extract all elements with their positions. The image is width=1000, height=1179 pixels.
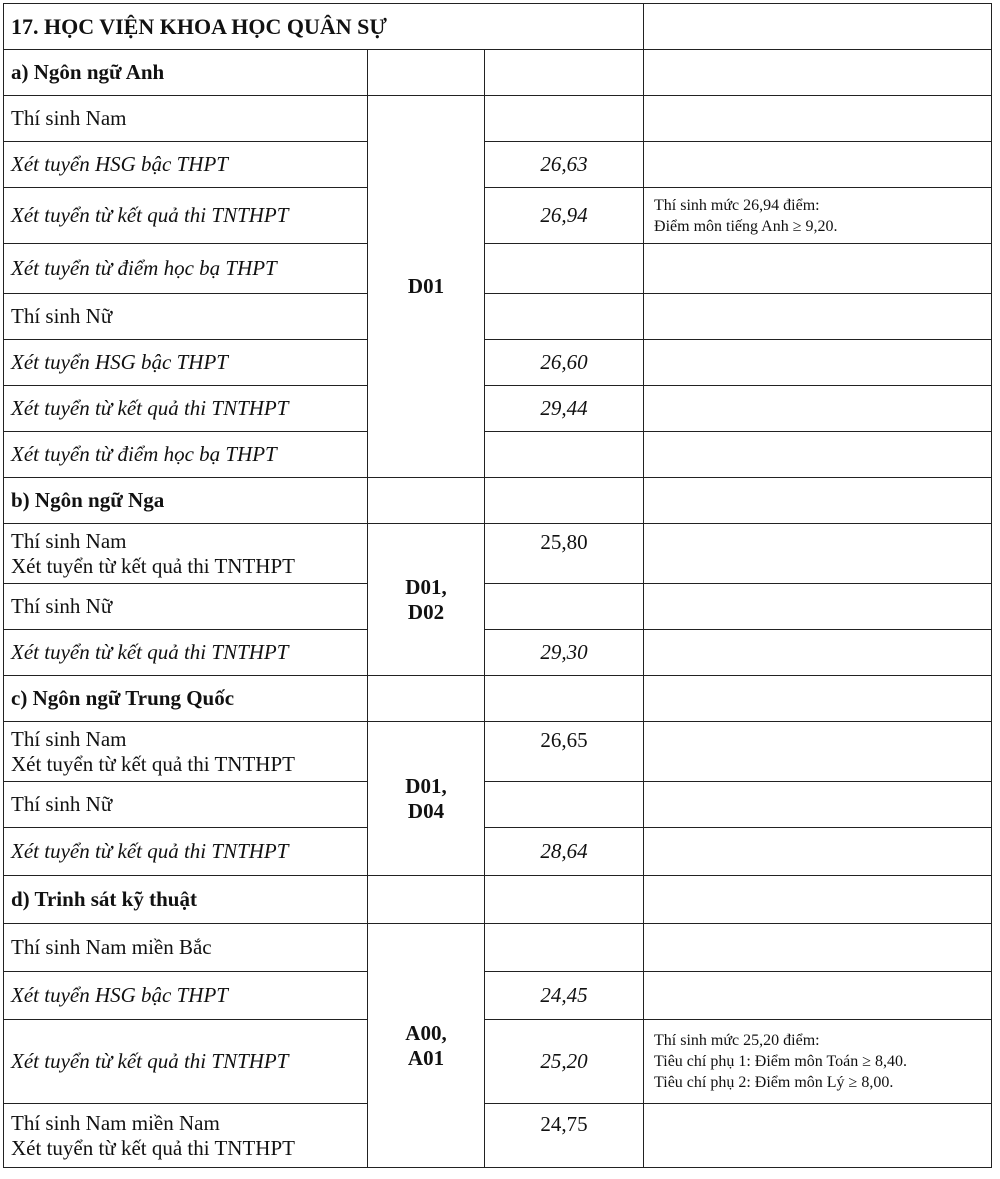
table-row — [4, 722, 992, 782]
subject-code: D01 — [368, 96, 485, 478]
row-label — [4, 722, 368, 782]
row-label: Xét tuyển HSG bậc THPT — [4, 340, 368, 386]
note-line: Điểm môn tiếng Anh ≥ 9,20. — [654, 217, 838, 235]
section-heading-row — [4, 676, 992, 722]
row-label: Xét tuyển HSG bậc THPT — [4, 142, 368, 188]
score: 29,44 — [485, 386, 644, 432]
table-row — [4, 924, 992, 972]
row-label: Xét tuyển từ điểm học bạ THPT — [4, 244, 368, 294]
row-label: Xét tuyển HSG bậc THPT — [4, 972, 368, 1020]
section-c-heading: c) Ngôn ngữ Trung Quốc — [4, 676, 368, 722]
score — [485, 782, 644, 828]
table-row — [4, 584, 992, 630]
table-row — [4, 386, 992, 432]
table-row — [4, 828, 992, 876]
row-label-line: Thí sinh Nam — [11, 726, 127, 751]
subject-code-line: A01 — [407, 1045, 445, 1070]
table-row — [4, 630, 992, 676]
score: 25,20 — [485, 1020, 644, 1104]
subject-code-line: D01, — [405, 574, 447, 599]
subject-code-line: D01, — [405, 773, 447, 798]
section-heading-row — [4, 50, 992, 96]
note — [644, 188, 992, 244]
table-row — [4, 340, 992, 386]
row-label: Thí sinh Nữ — [4, 584, 368, 630]
section-d-heading: d) Trinh sát kỹ thuật — [4, 876, 368, 924]
row-label: Xét tuyển từ kết quả thi TNTHPT — [4, 1020, 368, 1104]
score: 26,63 — [485, 142, 644, 188]
subject-code-line: D04 — [407, 798, 445, 823]
admission-score-table — [3, 3, 992, 1168]
table-row — [4, 4, 992, 50]
table-row — [4, 96, 992, 142]
row-label: Thí sinh Nam miền Bắc — [4, 924, 368, 972]
note-line: Tiêu chí phụ 1: Điểm môn Toán ≥ 8,40. — [654, 1053, 908, 1070]
row-label-line: Xét tuyển từ kết quả thi TNTHPT — [11, 751, 295, 776]
table-row — [4, 432, 992, 478]
table-row — [4, 294, 992, 340]
row-label-line: Thí sinh Nam — [11, 528, 127, 553]
row-label — [4, 524, 368, 584]
score — [485, 244, 644, 294]
table-row — [4, 142, 992, 188]
score: 24,45 — [485, 972, 644, 1020]
subject-code — [368, 924, 485, 1168]
score: 28,64 — [485, 828, 644, 876]
subject-code — [368, 722, 485, 876]
row-label-line: Xét tuyển từ kết quả thi TNTHPT — [11, 553, 295, 578]
row-label — [4, 1104, 368, 1168]
subject-code-line: A00, — [405, 1020, 447, 1045]
section-b-heading: b) Ngôn ngữ Nga — [4, 478, 368, 524]
subject-code — [368, 524, 485, 676]
score — [485, 432, 644, 478]
note-line: Tiêu chí phụ 2: Điểm môn Lý ≥ 8,00. — [654, 1074, 894, 1091]
score: 29,30 — [485, 630, 644, 676]
section-a-heading: a) Ngôn ngữ Anh — [4, 50, 368, 96]
note-line: Thí sinh mức 25,20 điểm: — [654, 1032, 820, 1049]
score: 26,60 — [485, 340, 644, 386]
row-label: Xét tuyển từ kết quả thi TNTHPT — [4, 386, 368, 432]
table-row — [4, 244, 992, 294]
row-label: Thí sinh Nữ — [4, 294, 368, 340]
row-label: Xét tuyển từ kết quả thi TNTHPT — [4, 188, 368, 244]
row-label: Thí sinh Nữ — [4, 782, 368, 828]
table-row — [4, 972, 992, 1020]
subject-code-line: D02 — [407, 599, 445, 624]
score — [485, 584, 644, 630]
score: 26,94 — [485, 188, 644, 244]
table-row — [4, 188, 992, 244]
score: 24,75 — [485, 1104, 644, 1168]
score: 25,80 — [485, 524, 644, 584]
score: 26,65 — [485, 722, 644, 782]
table-row — [4, 782, 992, 828]
row-label-line: Xét tuyển từ kết quả thi TNTHPT — [11, 1135, 295, 1160]
note-line: Thí sinh mức 26,94 điểm: — [654, 196, 820, 214]
score — [485, 294, 644, 340]
score — [485, 96, 644, 142]
score — [485, 924, 644, 972]
table-row — [4, 1020, 992, 1104]
table-row — [4, 524, 992, 584]
table-row — [4, 1104, 992, 1168]
note — [644, 1020, 992, 1104]
section-heading-row — [4, 876, 992, 924]
institution-title: 17. HỌC VIỆN KHOA HỌC QUÂN SỰ — [4, 4, 644, 50]
row-label: Xét tuyển từ kết quả thi TNTHPT — [4, 828, 368, 876]
row-label-line: Thí sinh Nam miền Nam — [11, 1110, 220, 1135]
row-label: Xét tuyển từ điểm học bạ THPT — [4, 432, 368, 478]
row-label: Thí sinh Nam — [4, 96, 368, 142]
row-label: Xét tuyển từ kết quả thi TNTHPT — [4, 630, 368, 676]
section-heading-row — [4, 478, 992, 524]
